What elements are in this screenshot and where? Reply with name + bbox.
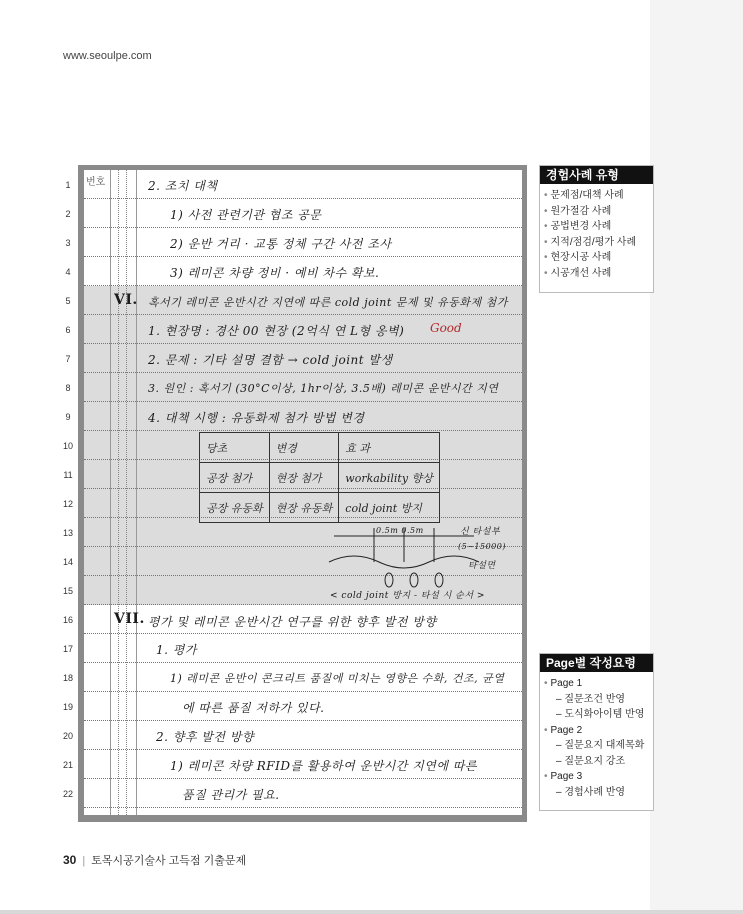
sketch-caption: < cold joint 방지 - 타설 시 순서 > [330, 591, 485, 601]
site-url: www.seoulpe.com [63, 50, 152, 62]
table-cell: 현장 유동화 [269, 493, 339, 523]
list-item: • 문제점/대책 사례 [544, 190, 624, 201]
line-number: 16 [62, 615, 73, 625]
line-number: 2 [65, 209, 71, 219]
list-subitem: – 질문조건 반영 [556, 693, 626, 705]
line-number: 20 [62, 731, 73, 741]
table-header: 당초 [200, 433, 270, 463]
line-number: 10 [62, 441, 73, 451]
line-number: 7 [65, 354, 71, 364]
experience-types-box [539, 165, 654, 293]
handwritten-line: 2. 향후 발전 방향 [156, 730, 254, 744]
sketch-label: 신 타설부 [460, 527, 501, 537]
red-grading-mark: Good [430, 321, 462, 335]
line-number: 22 [62, 789, 73, 799]
line-number: 5 [65, 296, 71, 306]
list-subitem: – 질문요지 대제목화 [556, 740, 645, 751]
line-number: 6 [65, 325, 71, 335]
line-number: 17 [62, 644, 73, 654]
box-title: Page별 작성요령 [540, 654, 653, 672]
table-cell: 공장 유동화 [200, 493, 270, 523]
sketch-label: 타설면 [468, 561, 496, 571]
handwritten-line: 2. 조치 대책 [148, 179, 218, 193]
box-title: 경험사례 유형 [540, 166, 653, 184]
answer-sheet [84, 170, 522, 815]
line-number: 12 [62, 499, 73, 509]
list-item: • Page 1 [544, 678, 583, 689]
line-number: 21 [62, 760, 73, 770]
handwritten-line: 1) 레미콘 차량 RFID를 활용하여 운반시간 지연에 따른 [170, 759, 477, 773]
page-guide-box [539, 653, 654, 811]
handwritten-line: 평가 및 레미콘 운반시간 연구를 위한 향후 발전 방향 [148, 615, 437, 629]
handwritten-line: 2. 문제 : 기타 설명 결함 → cold joint 발생 [148, 353, 393, 367]
page-footer [63, 852, 246, 868]
line-number: 18 [62, 673, 73, 683]
table-cell: cold joint 방지 [339, 493, 440, 523]
page-margin-band [650, 0, 743, 914]
handwritten-line: 1. 평가 [156, 643, 197, 657]
table-header: 변경 [269, 433, 339, 463]
line-number: 14 [62, 557, 73, 567]
handwritten-line: 2) 운반 거리 · 교통 정체 구간 사전 조사 [170, 237, 392, 251]
line-number: 15 [62, 586, 73, 596]
list-subitem: – 경험사례 반영 [556, 786, 626, 798]
line-number: 4 [65, 267, 71, 277]
table-cell: 현장 첨가 [269, 463, 339, 493]
line-number: 9 [65, 412, 71, 422]
list-item: • 지적/점검/평가 사례 [544, 236, 637, 248]
page-number: 30 [63, 853, 77, 867]
line-number: 13 [62, 528, 73, 538]
list-item: • 시공개선 사례 [544, 267, 612, 279]
handwritten-line: 혹서기 레미콘 운반시간 지연에 따른 cold joint 문제 및 유동화제 첨가 [148, 296, 508, 309]
table-cell: 공장 첨가 [200, 463, 270, 493]
handwritten-table [199, 432, 440, 523]
line-number: 1 [65, 180, 71, 190]
line-number: 11 [63, 470, 73, 480]
list-item: • 원가절감 사례 [544, 205, 612, 217]
line-number: 8 [65, 383, 71, 393]
table-header: 효 과 [339, 433, 440, 463]
list-subitem: – 도식화아이템 반영 [556, 709, 645, 720]
sketch-label: (5~15000) [458, 542, 506, 551]
handwritten-line: 4. 대책 시행 : 유동화제 첨가 방법 변경 [148, 411, 365, 425]
list-item: • 공법변경 사례 [544, 221, 612, 232]
bottom-rule [0, 910, 743, 914]
handwritten-line: 1) 사전 관련기관 협조 공문 [170, 208, 322, 222]
line-number: 3 [65, 238, 71, 248]
section-number: VI. [114, 292, 138, 308]
handwritten-line: 에 따른 품질 저하가 있다. [182, 701, 325, 715]
handwritten-line: 3. 원인 : 혹서기 (30°C이상, 1hr이상, 3.5배) 레미콘 운반시간 지연 [148, 382, 499, 395]
list-item: • 현장시공 사례 [544, 252, 612, 263]
handwritten-line: 3) 레미콘 차량 정비 · 예비 차수 확보. [170, 266, 380, 280]
table-cell: workability 향상 [339, 463, 440, 493]
handwritten-line: 1) 레미콘 운반이 콘크리트 품질에 미치는 영향은 수화, 건조, 균열 [170, 672, 505, 685]
list-subitem: – 질문요지 강조 [556, 755, 626, 767]
list-item: • Page 2 [544, 724, 583, 736]
handwritten-line: 1. 현장명 : 경산 00 현장 (2억식 연 L형 옹벽) [148, 324, 405, 338]
line-number: 19 [62, 702, 73, 712]
footer-separator: | [82, 855, 86, 867]
book-title: 토목시공기술사 고득점 기출문제 [91, 855, 247, 867]
number-header: 번호 [86, 177, 106, 188]
handwritten-line: 품질 관리가 필요. [182, 788, 280, 802]
list-item: • Page 3 [544, 771, 583, 782]
sketch-label: 0.5m 0.5m [376, 526, 424, 535]
section-number: VII. [114, 611, 145, 627]
